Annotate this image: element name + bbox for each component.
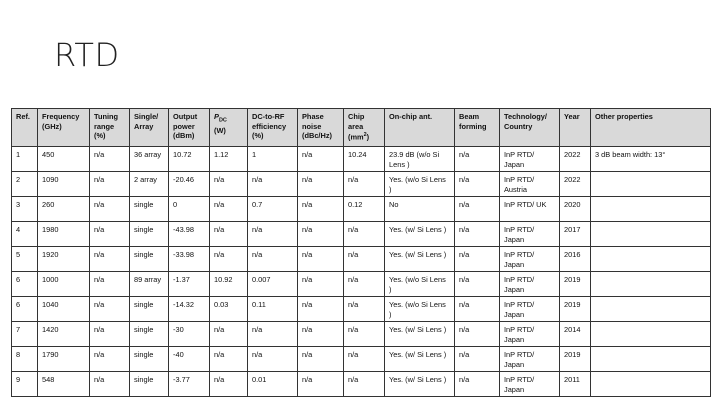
header-ref: Ref. (12, 109, 38, 147)
cell-chip-area: 0.12 (344, 197, 385, 222)
cell-frequency: 450 (38, 147, 90, 172)
cell-phase-noise: n/a (298, 322, 344, 347)
cell-dc-rf-efficiency: 0.7 (248, 197, 298, 222)
cell-other-properties (591, 297, 711, 322)
cell-ref: 2 (12, 172, 38, 197)
cell-chip-area: n/a (344, 222, 385, 247)
table-row (12, 147, 711, 172)
cell-single-array: single (130, 297, 169, 322)
cell-beam-forming: n/a (455, 197, 500, 222)
cell-tuning-range: n/a (90, 272, 130, 297)
header-on-chip-antenna: On-chip ant. (385, 109, 455, 147)
cell-frequency: 1920 (38, 247, 90, 272)
cell-pdc: 1.12 (210, 147, 248, 172)
cell-tuning-range: n/a (90, 147, 130, 172)
cell-beam-forming: n/a (455, 247, 500, 272)
header-dc-rf-efficiency: DC-to-RF efficiency (%) (248, 109, 298, 147)
header-phase-noise: Phase noise (dBc/Hz) (298, 109, 344, 147)
cell-single-array: 36 array (130, 147, 169, 172)
header-single-array: Single/ Array (130, 109, 169, 147)
cell-ref: 7 (12, 322, 38, 347)
cell-beam-forming: n/a (455, 347, 500, 372)
cell-year: 2019 (560, 272, 591, 297)
table-header-row (12, 109, 711, 147)
cell-tuning-range: n/a (90, 347, 130, 372)
cell-on-chip-antenna: Yes. (w/ Si Lens ) (385, 372, 455, 397)
cell-pdc: n/a (210, 347, 248, 372)
cell-phase-noise: n/a (298, 347, 344, 372)
cell-other-properties (591, 197, 711, 222)
cell-technology-country: InP RTD/ Japan (500, 247, 560, 272)
header-pdc-subscript: DC (218, 117, 227, 124)
cell-year: 2014 (560, 322, 591, 347)
cell-output-power: 10.72 (169, 147, 210, 172)
cell-other-properties (591, 322, 711, 347)
cell-tuning-range: n/a (90, 172, 130, 197)
cell-output-power: -3.77 (169, 372, 210, 397)
cell-dc-rf-efficiency: n/a (248, 347, 298, 372)
cell-ref: 1 (12, 147, 38, 172)
cell-output-power: -30 (169, 322, 210, 347)
cell-on-chip-antenna: No (385, 197, 455, 222)
cell-dc-rf-efficiency: 0.01 (248, 372, 298, 397)
header-pdc (210, 109, 248, 147)
cell-tuning-range: n/a (90, 322, 130, 347)
cell-ref: 5 (12, 247, 38, 272)
header-pdc-unit: (W) (214, 125, 226, 135)
cell-output-power: -20.46 (169, 172, 210, 197)
cell-dc-rf-efficiency: 0.007 (248, 272, 298, 297)
cell-pdc: 10.92 (210, 272, 248, 297)
cell-on-chip-antenna: Yes. (w/ Si Lens ) (385, 247, 455, 272)
cell-other-properties (591, 347, 711, 372)
table-body (12, 147, 711, 397)
table-row (12, 347, 711, 372)
cell-frequency: 1980 (38, 222, 90, 247)
cell-year: 2022 (560, 172, 591, 197)
table-row (12, 372, 711, 397)
cell-year: 2020 (560, 197, 591, 222)
cell-beam-forming: n/a (455, 147, 500, 172)
cell-single-array: single (130, 222, 169, 247)
table-row (12, 222, 711, 247)
cell-technology-country: InP RTD/ Japan (500, 297, 560, 322)
cell-output-power: -14.32 (169, 297, 210, 322)
header-output-power: Output power (dBm) (169, 109, 210, 147)
cell-other-properties (591, 272, 711, 297)
table-row (12, 172, 711, 197)
cell-pdc: 0.03 (210, 297, 248, 322)
slide-title: RTD (54, 36, 120, 74)
cell-frequency: 1000 (38, 272, 90, 297)
header-chip-area-sup: 2 (363, 132, 367, 138)
table-row (12, 272, 711, 297)
rtd-comparison-table (11, 108, 711, 397)
cell-output-power: -43.98 (169, 222, 210, 247)
cell-year: 2011 (560, 372, 591, 397)
cell-phase-noise: n/a (298, 172, 344, 197)
table-row (12, 247, 711, 272)
cell-phase-noise: n/a (298, 372, 344, 397)
cell-output-power: -1.37 (169, 272, 210, 297)
header-chip-area-text: Chip area (mm (348, 112, 365, 142)
header-other-properties: Other properties (591, 109, 711, 147)
cell-pdc: n/a (210, 372, 248, 397)
cell-beam-forming: n/a (455, 222, 500, 247)
cell-frequency: 1040 (38, 297, 90, 322)
cell-beam-forming: n/a (455, 322, 500, 347)
cell-technology-country: InP RTD/ Japan (500, 347, 560, 372)
cell-chip-area: n/a (344, 272, 385, 297)
cell-pdc: n/a (210, 172, 248, 197)
cell-ref: 9 (12, 372, 38, 397)
cell-ref: 6 (12, 297, 38, 322)
cell-phase-noise: n/a (298, 147, 344, 172)
cell-on-chip-antenna: Yes. (w/ Si Lens ) (385, 347, 455, 372)
cell-chip-area: n/a (344, 372, 385, 397)
header-year: Year (560, 109, 591, 147)
cell-technology-country: InP RTD/ Japan (500, 322, 560, 347)
cell-phase-noise: n/a (298, 222, 344, 247)
cell-chip-area: n/a (344, 322, 385, 347)
cell-single-array: 2 array (130, 172, 169, 197)
cell-output-power: -40 (169, 347, 210, 372)
cell-other-properties (591, 372, 711, 397)
cell-beam-forming: n/a (455, 372, 500, 397)
cell-output-power: -33.98 (169, 247, 210, 272)
header-technology-country: Technology/ Country (500, 109, 560, 147)
cell-frequency: 1420 (38, 322, 90, 347)
cell-dc-rf-efficiency: n/a (248, 222, 298, 247)
cell-ref: 3 (12, 197, 38, 222)
cell-technology-country: InP RTD/ Austria (500, 172, 560, 197)
table-row (12, 322, 711, 347)
cell-single-array: single (130, 347, 169, 372)
cell-beam-forming: n/a (455, 172, 500, 197)
cell-tuning-range: n/a (90, 247, 130, 272)
cell-phase-noise: n/a (298, 272, 344, 297)
cell-chip-area: n/a (344, 347, 385, 372)
header-pdc-symbol: P (214, 112, 219, 121)
cell-single-array: single (130, 247, 169, 272)
cell-dc-rf-efficiency: n/a (248, 247, 298, 272)
cell-pdc: n/a (210, 197, 248, 222)
cell-tuning-range: n/a (90, 197, 130, 222)
cell-year: 2022 (560, 147, 591, 172)
cell-chip-area: n/a (344, 247, 385, 272)
cell-technology-country: InP RTD/ Japan (500, 272, 560, 297)
cell-tuning-range: n/a (90, 372, 130, 397)
cell-technology-country: InP RTD/ Japan (500, 222, 560, 247)
cell-dc-rf-efficiency: n/a (248, 172, 298, 197)
cell-dc-rf-efficiency: n/a (248, 322, 298, 347)
cell-on-chip-antenna: Yes. (w/o Si Lens ) (385, 172, 455, 197)
cell-chip-area: n/a (344, 297, 385, 322)
cell-on-chip-antenna: 23.9 dB (w/o Si Lens ) (385, 147, 455, 172)
header-frequency: Frequency (GHz) (38, 109, 90, 147)
cell-year: 2019 (560, 347, 591, 372)
cell-single-array: 89 array (130, 272, 169, 297)
cell-tuning-range: n/a (90, 297, 130, 322)
cell-output-power: 0 (169, 197, 210, 222)
cell-year: 2019 (560, 297, 591, 322)
cell-on-chip-antenna: Yes. (w/o Si Lens ) (385, 272, 455, 297)
cell-chip-area: n/a (344, 172, 385, 197)
cell-tuning-range: n/a (90, 222, 130, 247)
cell-on-chip-antenna: Yes. (w/o Si Lens ) (385, 297, 455, 322)
cell-pdc: n/a (210, 222, 248, 247)
cell-ref: 8 (12, 347, 38, 372)
cell-year: 2017 (560, 222, 591, 247)
cell-ref: 4 (12, 222, 38, 247)
cell-chip-area: 10.24 (344, 147, 385, 172)
cell-dc-rf-efficiency: 1 (248, 147, 298, 172)
header-chip-area-close: ) (366, 132, 370, 142)
table-row (12, 297, 711, 322)
cell-on-chip-antenna: Yes. (w/ Si Lens ) (385, 222, 455, 247)
cell-other-properties (591, 222, 711, 247)
cell-technology-country: InP RTD/ UK (500, 197, 560, 222)
cell-on-chip-antenna: Yes. (w/ Si Lens ) (385, 322, 455, 347)
cell-other-properties: 3 dB beam width: 13° (591, 147, 711, 172)
cell-dc-rf-efficiency: 0.11 (248, 297, 298, 322)
cell-frequency: 548 (38, 372, 90, 397)
header-tuning-range: Tuning range (%) (90, 109, 130, 147)
cell-other-properties (591, 247, 711, 272)
cell-phase-noise: n/a (298, 197, 344, 222)
cell-year: 2016 (560, 247, 591, 272)
cell-phase-noise: n/a (298, 297, 344, 322)
header-chip-area (344, 109, 385, 147)
cell-frequency: 1790 (38, 347, 90, 372)
cell-beam-forming: n/a (455, 272, 500, 297)
cell-phase-noise: n/a (298, 247, 344, 272)
table-row (12, 197, 711, 222)
cell-pdc: n/a (210, 322, 248, 347)
cell-frequency: 260 (38, 197, 90, 222)
cell-single-array: single (130, 372, 169, 397)
cell-single-array: single (130, 197, 169, 222)
cell-ref: 6 (12, 272, 38, 297)
cell-single-array: single (130, 322, 169, 347)
cell-technology-country: InP RTD/ Japan (500, 372, 560, 397)
cell-beam-forming: n/a (455, 297, 500, 322)
cell-frequency: 1090 (38, 172, 90, 197)
cell-technology-country: InP RTD/ Japan (500, 147, 560, 172)
cell-other-properties (591, 172, 711, 197)
header-beam-forming: Beam forming (455, 109, 500, 147)
cell-pdc: n/a (210, 247, 248, 272)
